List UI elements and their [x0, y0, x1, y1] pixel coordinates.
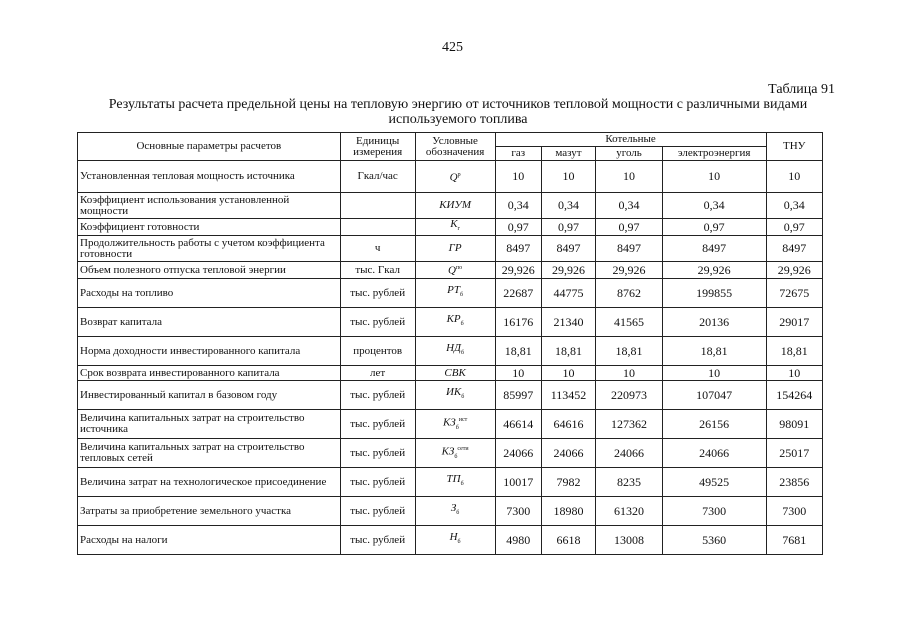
table-row — [78, 279, 823, 308]
table-row — [78, 381, 823, 410]
value-coal: 8235 — [596, 468, 663, 497]
symbol-base: РТ — [447, 284, 460, 297]
table-row — [78, 337, 823, 366]
symbol-cell — [415, 161, 495, 193]
symbol-base: ТП — [446, 473, 461, 486]
table-row — [78, 161, 823, 193]
symbol-base: З — [450, 502, 457, 515]
symbol-base: Q — [448, 265, 456, 278]
value-mazut: 7982 — [541, 468, 595, 497]
unit-cell: тыс. рублей — [340, 526, 415, 555]
value-gas: 24066 — [495, 439, 541, 468]
symbol-cell — [415, 262, 495, 279]
symbol-cell — [415, 236, 495, 262]
param-cell: Установленная тепловая мощность источника — [78, 161, 341, 193]
value-gas: 10 — [495, 161, 541, 193]
value-coal: 0,34 — [596, 193, 663, 219]
param-cell: Инвестированный капитал в базовом году — [78, 381, 341, 410]
value-coal: 127362 — [596, 410, 663, 439]
table-row — [78, 219, 823, 236]
header-electro: электроэнергия — [662, 147, 766, 161]
symbol-cell — [415, 308, 495, 337]
value-gas: 10017 — [495, 468, 541, 497]
table-row — [78, 308, 823, 337]
symbol-superscript: р — [457, 171, 461, 178]
value-mazut: 6618 — [541, 526, 595, 555]
value-electro: 199855 — [662, 279, 766, 308]
table-title: Результаты расчета предельной цены на тепловую энергию от источников тепловой мощности с различными видами используемого топлива — [108, 97, 808, 127]
table-row — [78, 468, 823, 497]
symbol-cell — [415, 219, 495, 236]
table-row — [78, 236, 823, 262]
table-row — [78, 526, 823, 555]
header-boilers-group: Котельные — [495, 133, 766, 147]
value-tnu: 25017 — [766, 439, 823, 468]
value-coal: 24066 — [596, 439, 663, 468]
symbol-cell — [415, 193, 495, 219]
symbol-superscript: по — [455, 265, 463, 272]
value-mazut: 29,926 — [541, 262, 595, 279]
value-gas: 7300 — [495, 497, 541, 526]
symbol-base: Q — [449, 171, 458, 184]
unit-cell: тыс. рублей — [340, 497, 415, 526]
symbol-subscript: б — [455, 424, 459, 431]
value-coal: 29,926 — [596, 262, 663, 279]
symbol-subscript: б — [460, 321, 464, 328]
value-mazut: 10 — [541, 161, 595, 193]
symbol-superscript: сети — [457, 445, 469, 452]
value-gas: 0,97 — [495, 219, 541, 236]
value-coal: 0,97 — [596, 219, 663, 236]
value-coal: 8762 — [596, 279, 663, 308]
unit-cell: тыс. рублей — [340, 468, 415, 497]
param-cell: Величина затрат на технологическое присоединение — [78, 468, 341, 497]
value-tnu: 29,926 — [766, 262, 823, 279]
param-cell: Величина капитальных затрат на строительство тепловых сетей — [78, 439, 341, 468]
symbol-base: НД — [446, 342, 462, 355]
param-cell: Коэффициент готовности — [78, 219, 341, 236]
unit-cell: тыс. рублей — [340, 410, 415, 439]
param-cell: Срок возврата инвестированного капитала — [78, 366, 341, 381]
value-mazut: 18980 — [541, 497, 595, 526]
symbol-cell — [415, 526, 495, 555]
unit-cell: тыс. рублей — [340, 279, 415, 308]
unit-cell: лет — [340, 366, 415, 381]
value-mazut: 8497 — [541, 236, 595, 262]
value-mazut: 64616 — [541, 410, 595, 439]
value-coal: 10 — [596, 366, 663, 381]
value-tnu: 0,34 — [766, 193, 823, 219]
symbol-base: КР — [446, 313, 461, 326]
value-tnu: 23856 — [766, 468, 823, 497]
symbol-subscript: б — [461, 394, 465, 401]
value-gas: 0,34 — [495, 193, 541, 219]
value-tnu: 10 — [766, 161, 823, 193]
value-electro: 10 — [662, 161, 766, 193]
value-gas: 46614 — [495, 410, 541, 439]
value-tnu: 8497 — [766, 236, 823, 262]
value-gas: 18,81 — [495, 337, 541, 366]
unit-cell: Гкал/час — [340, 161, 415, 193]
symbol-cell — [415, 497, 495, 526]
value-electro: 0,97 — [662, 219, 766, 236]
value-gas: 8497 — [495, 236, 541, 262]
value-gas: 85997 — [495, 381, 541, 410]
value-mazut: 0,34 — [541, 193, 595, 219]
value-electro: 49525 — [662, 468, 766, 497]
value-coal: 41565 — [596, 308, 663, 337]
symbol-cell — [415, 366, 495, 381]
header-tnu: ТНУ — [766, 133, 823, 161]
header-symbol: Условные обозначения — [415, 133, 495, 161]
value-tnu: 0,97 — [766, 219, 823, 236]
value-mazut: 18,81 — [541, 337, 595, 366]
value-mazut: 44775 — [541, 279, 595, 308]
param-cell: Продолжительность работы с учетом коэффициента готовности — [78, 236, 341, 262]
table-row — [78, 262, 823, 279]
symbol-cell — [415, 381, 495, 410]
value-electro: 5360 — [662, 526, 766, 555]
unit-cell: тыс. рублей — [340, 439, 415, 468]
value-electro: 26156 — [662, 410, 766, 439]
value-coal: 18,81 — [596, 337, 663, 366]
value-tnu: 98091 — [766, 410, 823, 439]
value-mazut: 24066 — [541, 439, 595, 468]
value-coal: 8497 — [596, 236, 663, 262]
param-cell: Величина капитальных затрат на строительство источника — [78, 410, 341, 439]
value-electro: 10 — [662, 366, 766, 381]
header-row-top — [78, 133, 823, 147]
value-tnu: 18,81 — [766, 337, 823, 366]
unit-cell: тыс. рублей — [340, 308, 415, 337]
value-mazut: 21340 — [541, 308, 595, 337]
value-gas: 10 — [495, 366, 541, 381]
value-electro: 20136 — [662, 308, 766, 337]
value-mazut: 10 — [541, 366, 595, 381]
value-coal: 13008 — [596, 526, 663, 555]
value-tnu: 72675 — [766, 279, 823, 308]
symbol-base: КЗ — [441, 445, 455, 458]
value-electro: 0,34 — [662, 193, 766, 219]
symbol-subscript: г — [457, 226, 461, 233]
param-cell: Объем полезного отпуска тепловой энергии — [78, 262, 341, 279]
value-coal: 10 — [596, 161, 663, 193]
value-tnu: 29017 — [766, 308, 823, 337]
value-electro: 7300 — [662, 497, 766, 526]
param-cell: Коэффициент использования установленной мощности — [78, 193, 341, 219]
value-mazut: 113452 — [541, 381, 595, 410]
value-tnu: 154264 — [766, 381, 823, 410]
results-table — [77, 132, 823, 555]
value-electro: 8497 — [662, 236, 766, 262]
header-coal: уголь — [596, 147, 663, 161]
table-row — [78, 439, 823, 468]
param-cell: Расходы на налоги — [78, 526, 341, 555]
unit-cell: процентов — [340, 337, 415, 366]
symbol-subscript: б — [461, 350, 465, 357]
symbol-base: КЗ — [442, 416, 456, 429]
param-cell: Возврат капитала — [78, 308, 341, 337]
unit-cell: тыс. Гкал — [340, 262, 415, 279]
value-coal: 61320 — [596, 497, 663, 526]
table-body — [78, 161, 823, 555]
value-tnu: 7681 — [766, 526, 823, 555]
value-gas: 4980 — [495, 526, 541, 555]
table-row — [78, 193, 823, 219]
value-tnu: 10 — [766, 366, 823, 381]
symbol-base: СВК — [444, 366, 466, 379]
value-gas: 22687 — [495, 279, 541, 308]
symbol-base: КИУМ — [439, 199, 472, 211]
param-cell: Затраты за приобретение земельного участка — [78, 497, 341, 526]
value-gas: 16176 — [495, 308, 541, 337]
page-number: 425 — [442, 40, 463, 55]
value-electro: 29,926 — [662, 262, 766, 279]
param-cell: Расходы на топливо — [78, 279, 341, 308]
unit-cell: тыс. рублей — [340, 381, 415, 410]
table-row — [78, 366, 823, 381]
value-electro: 107047 — [662, 381, 766, 410]
table-row — [78, 497, 823, 526]
param-cell: Норма доходности инвестированного капитала — [78, 337, 341, 366]
header-unit: Единицы измерения — [340, 133, 415, 161]
symbol-base: K — [450, 218, 458, 230]
symbol-cell — [415, 337, 495, 366]
symbol-cell — [415, 410, 495, 439]
value-gas: 29,926 — [495, 262, 541, 279]
symbol-subscript: б — [456, 510, 460, 517]
unit-cell — [340, 219, 415, 236]
symbol-cell — [415, 468, 495, 497]
value-tnu: 7300 — [766, 497, 823, 526]
symbol-cell — [415, 279, 495, 308]
unit-cell: ч — [340, 236, 415, 262]
value-electro: 24066 — [662, 439, 766, 468]
value-coal: 220973 — [596, 381, 663, 410]
symbol-base: Н — [449, 531, 458, 544]
header-param: Основные параметры расчетов — [78, 133, 341, 161]
symbol-subscript: б — [460, 481, 464, 488]
symbol-cell — [415, 439, 495, 468]
value-electro: 18,81 — [662, 337, 766, 366]
symbol-subscript: б — [457, 539, 461, 546]
value-mazut: 0,97 — [541, 219, 595, 236]
unit-cell — [340, 193, 415, 219]
symbol-subscript: б — [454, 453, 458, 460]
header-mazut: мазут — [541, 147, 595, 161]
symbol-base: ИК — [445, 386, 462, 399]
table-row — [78, 410, 823, 439]
table-label: Таблица 91 — [768, 82, 835, 97]
symbol-superscript: ист — [458, 416, 468, 423]
header-gas: газ — [495, 147, 541, 161]
symbol-base: ГР — [448, 242, 462, 255]
symbol-subscript: б — [460, 292, 464, 299]
